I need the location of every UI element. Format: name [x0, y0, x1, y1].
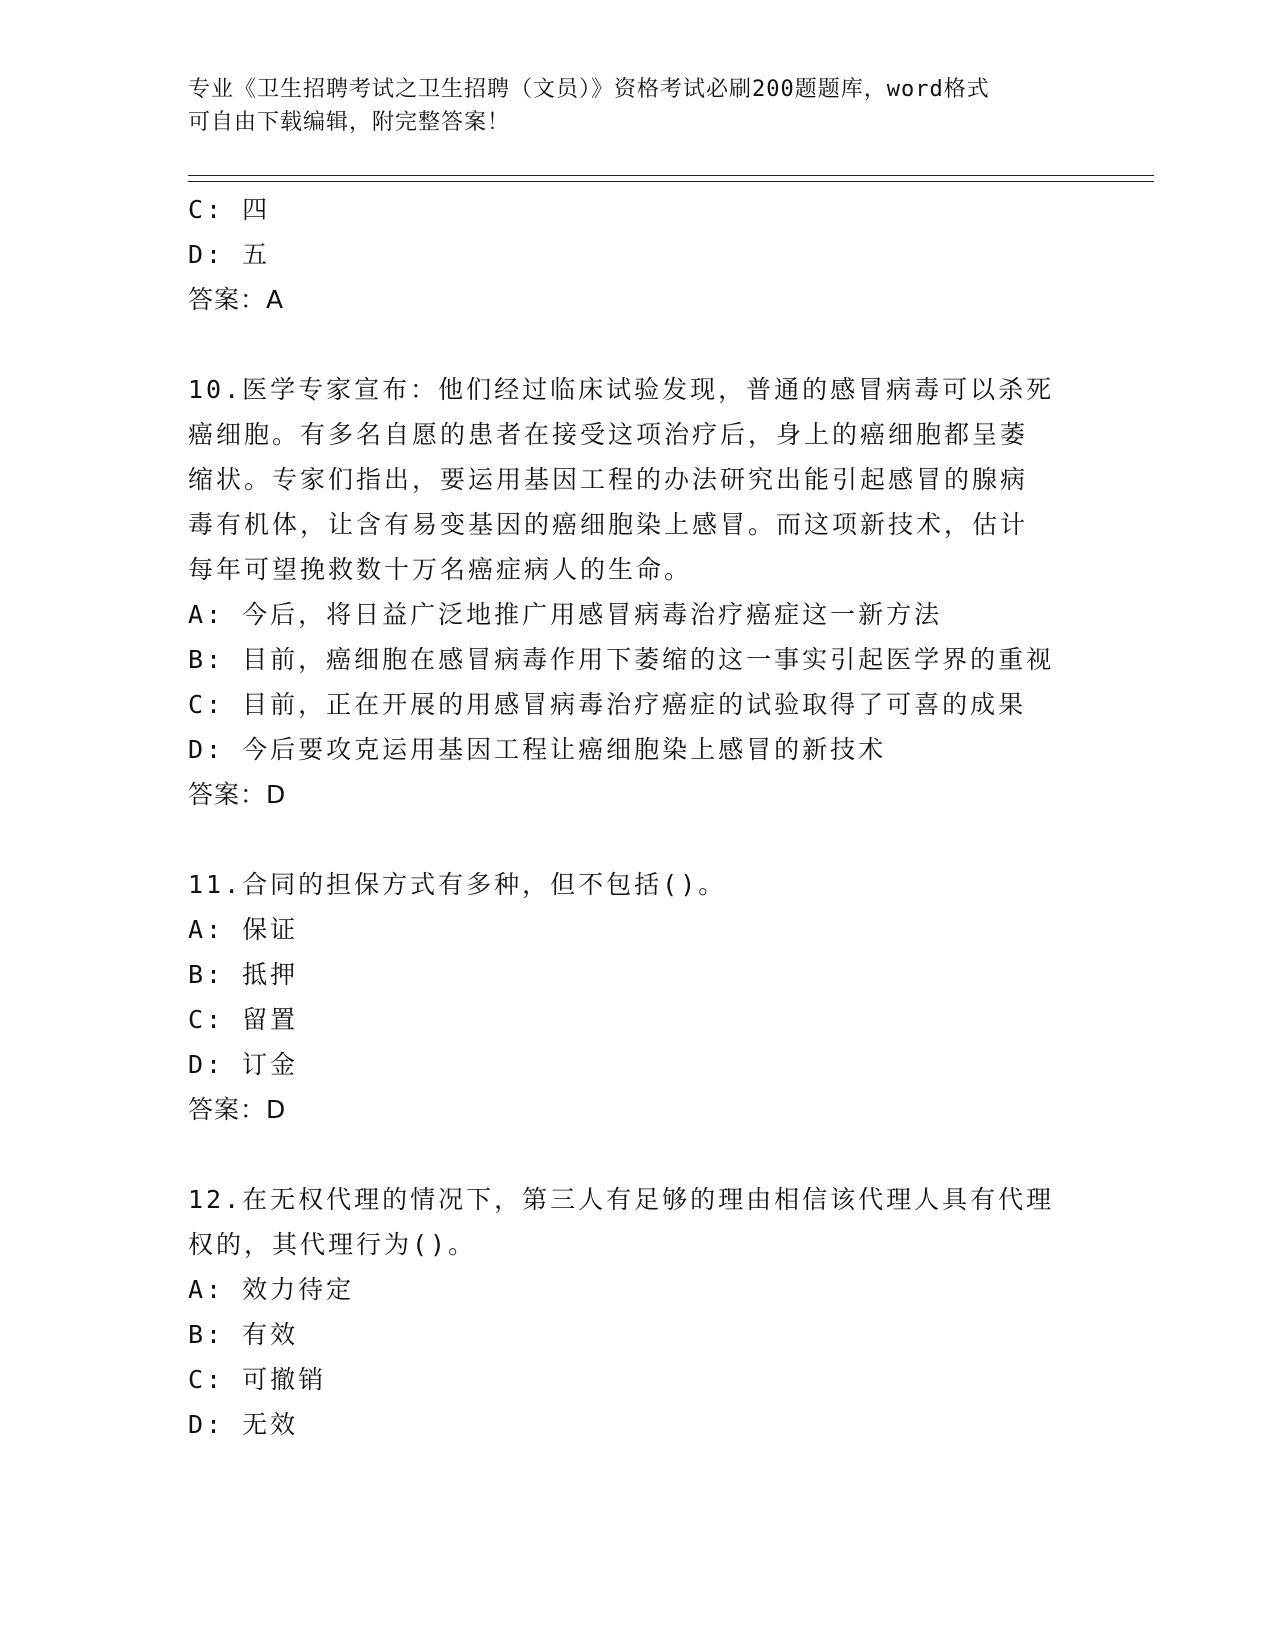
q12-stem-line-1: 12.在无权代理的情况下，第三人有足够的理由相信该代理人具有代理	[188, 1185, 1055, 1214]
q11-answer: 答案：D	[188, 1095, 287, 1124]
q10-stem-line-5: 每年可望挽救数十万名癌症病人的生命。	[188, 555, 693, 584]
q10-answer: 答案：D	[188, 780, 287, 809]
q11-option-d: D: 订金	[188, 1050, 299, 1079]
header-divider-bottom	[188, 181, 1154, 182]
header-line-1: 专业《卫生招聘考试之卫生招聘（文员）》资格考试必刷200题题库，word格式	[188, 77, 990, 102]
q10-option-a: A: 今后，将日益广泛地推广用感冒病毒治疗癌症这一新方法	[188, 600, 943, 629]
q12-option-b: B: 有效	[188, 1320, 299, 1349]
q11-option-b: B: 抵押	[188, 960, 299, 989]
q10-stem-line-4: 毒有机体，让含有易变基因的癌细胞染上感冒。而这项新技术，估计	[188, 510, 1029, 539]
q9-option-c: C: 四	[188, 195, 271, 224]
document-header	[188, 73, 1088, 139]
q12-option-a: A: 效力待定	[188, 1275, 355, 1304]
q10-stem-line-3: 缩状。专家们指出，要运用基因工程的办法研究出能引起感冒的腺病	[188, 465, 1029, 494]
q11-option-c: C: 留置	[188, 1005, 299, 1034]
q10-stem-line-2: 癌细胞。有多名自愿的患者在接受这项治疗后，身上的癌细胞都呈萎	[188, 420, 1029, 449]
q9-option-d: D: 五	[188, 240, 271, 269]
q9-answer: 答案：A	[188, 285, 285, 314]
q12-stem-line-2: 权的，其代理行为()。	[188, 1230, 477, 1259]
q10-option-d: D: 今后要攻克运用基因工程让癌细胞染上感冒的新技术	[188, 735, 887, 764]
q11-stem: 11.合同的担保方式有多种，但不包括()。	[188, 870, 727, 899]
q10-stem-line-1: 10.医学专家宣布：他们经过临床试验发现，普通的感冒病毒可以杀死	[188, 375, 1055, 404]
q11-option-a: A: 保证	[188, 915, 299, 944]
q12-option-c: C: 可撤销	[188, 1365, 327, 1394]
q10-option-b: B: 目前，癌细胞在感冒病毒作用下萎缩的这一事实引起医学界的重视	[188, 645, 1055, 674]
q12-option-d: D: 无效	[188, 1410, 299, 1439]
q10-option-c: C: 目前，正在开展的用感冒病毒治疗癌症的试验取得了可喜的成果	[188, 690, 1027, 719]
header-line-2: 可自由下载编辑，附完整答案！	[188, 110, 511, 135]
header-divider-top	[188, 175, 1154, 176]
